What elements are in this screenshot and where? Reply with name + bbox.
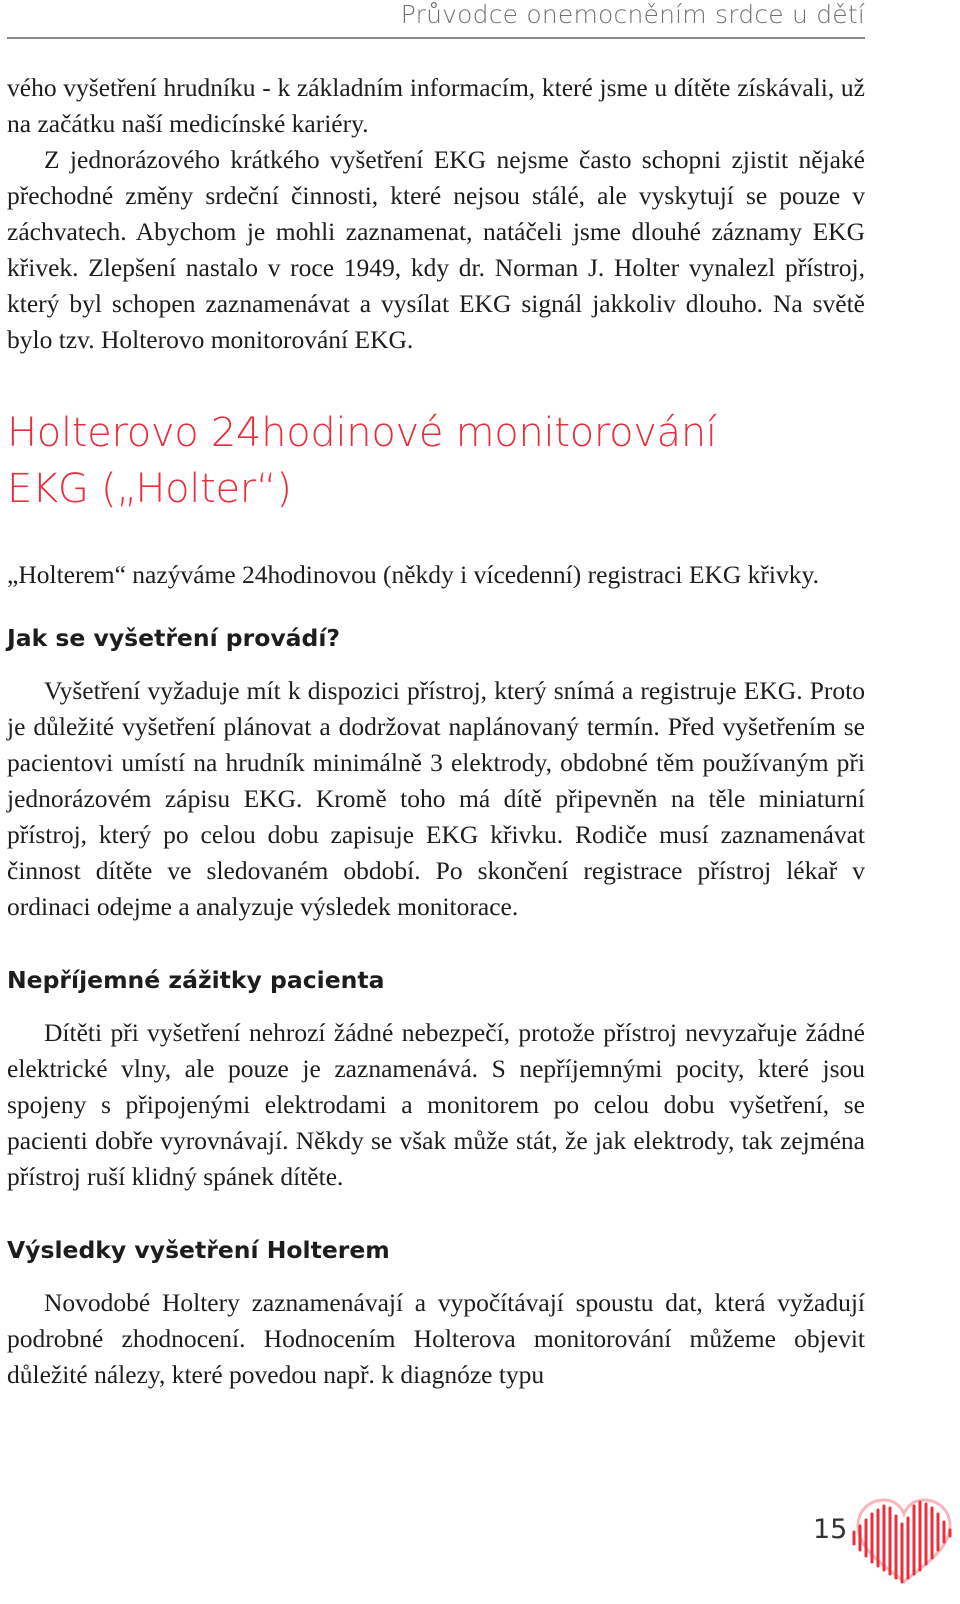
subheading-results: Výsledky vyšetření Holterem xyxy=(7,1236,390,1264)
section-title-line-2: EKG („Holter“) xyxy=(7,466,292,512)
definition-paragraph: „Holterem“ nazýváme 24hodinovou (někdy i vícedenní) registraci EKG křivky. xyxy=(7,560,819,589)
heart-ecg-icon xyxy=(848,1488,958,1588)
intro-paragraph-continued: vého vyšetření hrudníku - k základním informacím, které jsme u dítěte získávali, už na začátku naší medicínské kariéry. xyxy=(7,73,865,138)
procedure-paragraph: Vyšetření vyžaduje mít k dispozici přístroj, který snímá a registruje EKG. Proto je důležité vyšetření plánovat a dodržovat naplánovaný termín. Před vyšetřením se pacientovi umístí na hrudník minimálně 3 elektrody, obdobné těm používaným při jednorázovém zápisu EKG. Kromě toho má dítě připevněn na těle miniaturní přístroj, který po celou dobu zapisuje EKG křivku. Rodiče musí zaznamenávat činnost dítěte ve sledovaném období. Po skončení registrace přístroj lékař v ordinaci odejme a analyzuje výsledek monitorace. xyxy=(7,676,865,921)
page-number: 15 xyxy=(813,1514,848,1545)
results-paragraph: Novodobé Holtery zaznamenávají a vypočítávají spoustu dat, která vyžadují podrobné zhodnocení. Hodnocením Holterova monitorování můžeme objevit důležité nálezy, které povedou např. k diagnóze typu xyxy=(7,1288,865,1389)
subheading-discomfort: Nepříjemné zážitky pacienta xyxy=(7,966,385,994)
subheading-procedure: Jak se vyšetření provádí? xyxy=(7,624,341,652)
header-rule xyxy=(7,37,865,39)
discomfort-paragraph: Dítěti při vyšetření nehrozí žádné nebezpečí, protože přístroj nevyzařuje žádné elektrické vlny, ale pouze je zaznamenává. S nepříjemnými pocity, které jsou spojeny s připojenými elektrodami a monitorem po celou dobu vyšetření, se pacienti dobře vyrovnávají. Někdy se však může stát, že jak elektrody, tak zejména přístroj ruší klidný spánek dítěte. xyxy=(7,1018,865,1191)
ecg-lines xyxy=(854,1502,950,1582)
section-title xyxy=(7,405,865,517)
page-content xyxy=(7,70,865,1393)
section-title-line-1: Holterovo 24hodinové monitorování xyxy=(7,410,717,456)
intro-paragraph-holter-history: Z jednorázového krátkého vyšetření EKG nejsme často schopni zjistit nějaké přechodné změny srdeční činnosti, které nejsou stálé, ale vyskytují se pouze v záchvatech. Abychom je mohli zaznamenat, natáčeli jsme dlouhé záznamy EKG křivek. Zlepšení nastalo v roce 1949, kdy dr. Norman J. Holter vynalezl přístroj, který byl schopen zaznamenávat a vysílat EKG signál jakkoliv dlouho. Na světě bylo tzv. Holterovo monitorování EKG. xyxy=(7,145,865,354)
running-title: Průvodce onemocněním srdce u dětí xyxy=(400,0,865,29)
